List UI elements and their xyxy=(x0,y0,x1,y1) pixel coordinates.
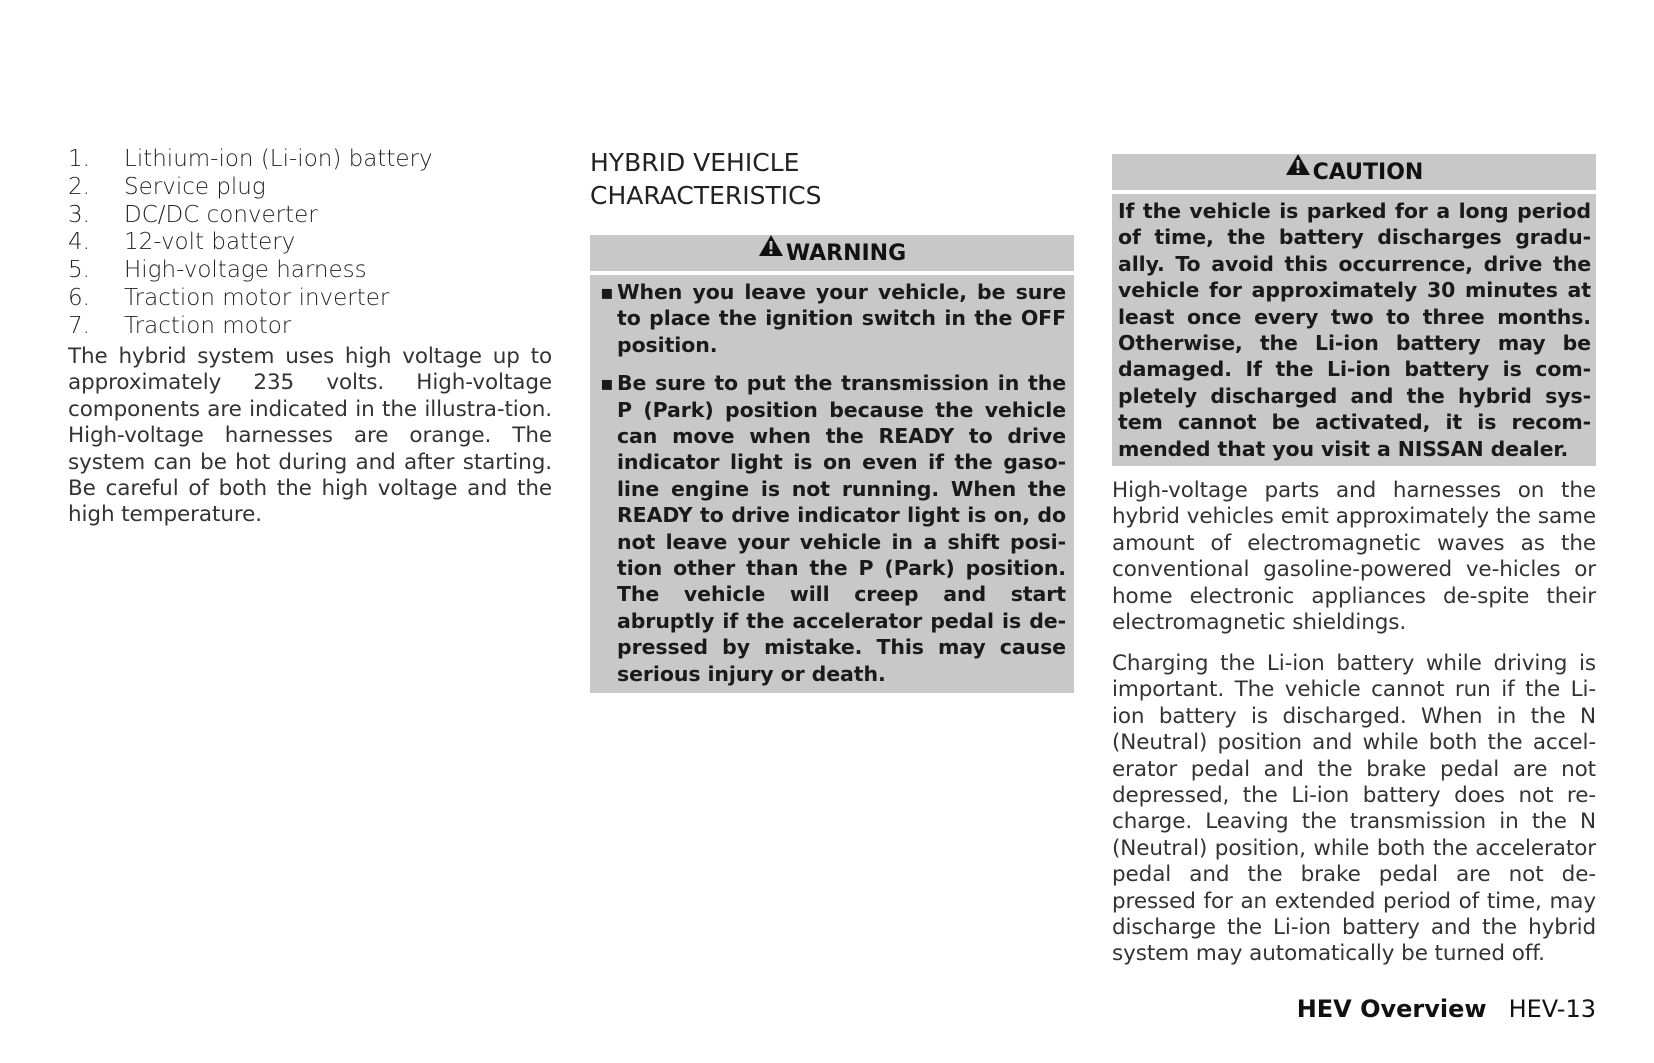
list-item xyxy=(68,313,552,341)
electromagnetic-paragraph: High-voltage parts and harnesses on the hybrid vehicles emit approximately the same amount of electromagnetic waves as the conventional gasoline-powered ve-hicles or home electronic appliances de-spite their electromagnetic shieldings. xyxy=(1112,478,1596,636)
list-item-number: 1. xyxy=(68,146,90,172)
list-item-number: 5. xyxy=(68,257,90,284)
list-item-label: 12-volt battery xyxy=(124,229,296,256)
footer-section-title: HEV Overview xyxy=(1296,995,1487,1023)
list-item xyxy=(68,146,552,174)
list-item-number: 4. xyxy=(68,229,90,256)
warning-triangle-icon xyxy=(1285,151,1311,189)
list-item-label: Traction motor xyxy=(124,312,292,339)
list-item xyxy=(68,174,552,202)
section-title xyxy=(590,146,821,212)
warning-box xyxy=(590,235,1074,693)
warning-title: WARNING xyxy=(785,241,907,266)
warning-item-text: When you leave your vehicle, be sure to place the ignition switch in the OFF position. xyxy=(617,280,1066,357)
parts-list xyxy=(68,146,552,341)
page-footer xyxy=(1297,995,1596,1023)
caution-box xyxy=(1112,154,1596,466)
warning-item-text: Be sure to put the transmission in the P (Park) position because the vehicle can move when the READY to drive indicator light is on even if the gaso-line engine is not running. When the READY to drive indicator light is on, do not leave your vehicle in a shift posi-tion other than the P (Park) position. The vehicle will creep and start abruptly if the accelerator pedal is de-pressed by mistake. This may cause serious injury or death. xyxy=(617,371,1066,686)
caution-title: CAUTION xyxy=(1312,160,1424,185)
bullet-icon: ▪ xyxy=(600,371,614,396)
list-item-number: 2. xyxy=(68,173,90,200)
list-item-number: 6. xyxy=(68,284,90,311)
list-item-label: High-voltage harness xyxy=(124,257,367,284)
intro-paragraph: The hybrid system uses high voltage up to approximately 235 volts. High-voltage components are indicated in the illustra-tion. High-voltage harnesses are orange. The system can be hot during and after starting. Be careful of both the high voltage and the high temperature. xyxy=(68,344,552,528)
section-title-line-2: CHARACTERISTICS xyxy=(590,181,822,210)
bullet-icon: ▪ xyxy=(600,280,614,304)
list-item xyxy=(68,202,552,230)
charging-paragraph: Charging the Li-ion battery while driving is important. The vehicle cannot run if the Li-ion battery is discharged. When in the N (Neutral) position and while both the accel-erator pedal and the brake pedal are not depressed, the Li-ion battery does not re-charge. Leaving the transmission in the N (Neutral) position, while both the accelerator pedal and the brake pedal are not de-pressed for an extended period of time, may discharge the Li-ion battery and the hybrid system may automatically be turned off. xyxy=(1112,651,1596,967)
warning-triangle-icon xyxy=(758,232,784,270)
list-item-label: DC/DC converter xyxy=(124,201,318,228)
warning-item xyxy=(600,370,1066,687)
caution-header xyxy=(1112,154,1596,190)
list-item-label: Lithium-ion (Li-ion) battery xyxy=(124,146,433,172)
list-item xyxy=(68,285,552,313)
page-number: HEV-13 xyxy=(1508,995,1596,1023)
list-item xyxy=(68,257,552,285)
list-item xyxy=(68,229,552,257)
warning-item xyxy=(600,279,1066,358)
section-title-line-1: HYBRID VEHICLE xyxy=(590,148,800,177)
warning-body xyxy=(590,275,1074,693)
warning-header xyxy=(590,235,1074,271)
list-item-label: Service plug xyxy=(124,173,266,200)
list-item-number: 7. xyxy=(68,312,90,339)
caution-body: If the vehicle is parked for a long period of time, the battery discharges gradu-ally. To avoid this occurrence, drive the vehicle for approximately 30 minutes at least once every two to three months. Otherwise, the Li-ion battery may be damaged. If the Li-ion battery is com-pletely discharged and the hybrid sys-tem cannot be activated, it is recom-mended that you visit a NISSAN dealer. xyxy=(1112,194,1596,466)
list-item-number: 3. xyxy=(68,201,90,228)
list-item-label: Traction motor inverter xyxy=(124,284,390,311)
